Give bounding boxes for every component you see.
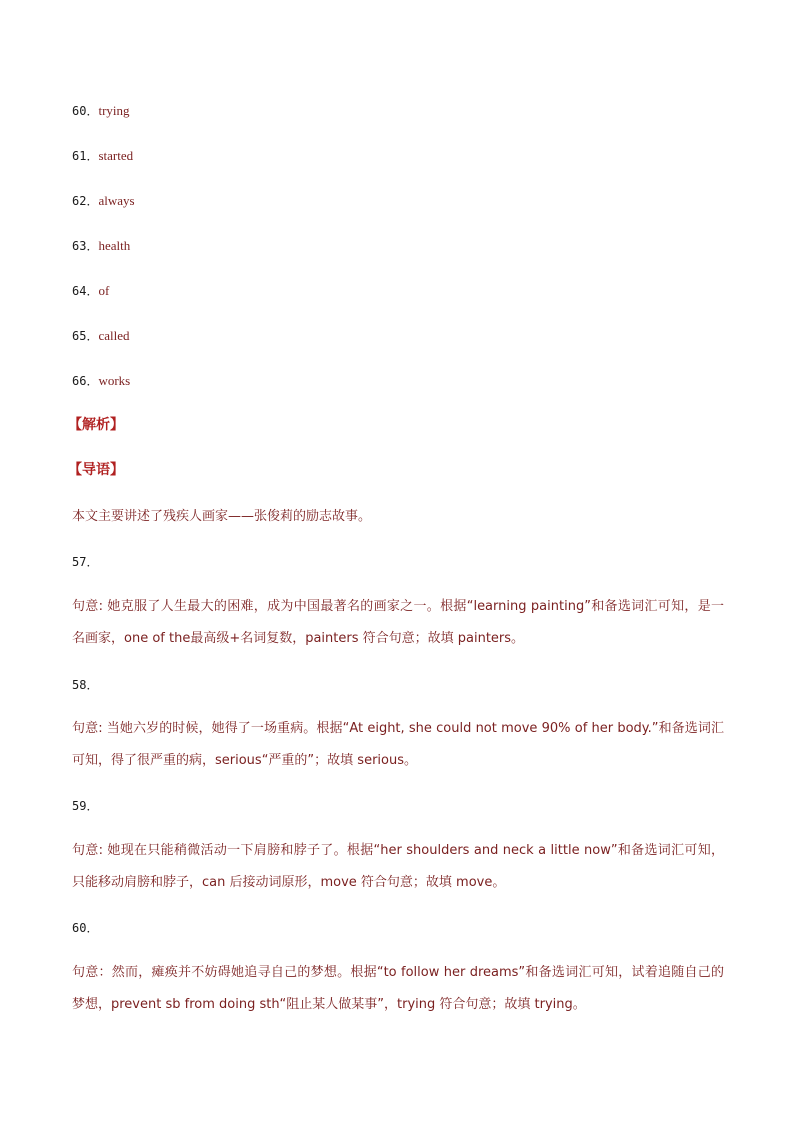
answer-66 (72, 373, 130, 389)
answer-64 (72, 283, 109, 299)
answer-61 (72, 148, 133, 164)
explanation-59: 句意: 她现在只能稍微活动一下肩膀和脖子了。根据“her shoulders and neck a little now”和备选词汇可知，只能移动肩膀和脖子，can 后接动词原形，move 符合句意；故填 move。 (72, 843, 724, 890)
intro-heading: 【导语】 (68, 462, 124, 478)
question-number-58: 58． (72, 678, 99, 692)
question-number-60: 60． (72, 921, 99, 935)
explanation-57: 句意: 她克服了人生最大的困难，成为中国最著名的画家之一。根据“learning painting”和备选词汇可知，是一名画家，one of the最高级+名词复数，painters 符合句意；故填 painters。 (72, 599, 724, 646)
answer-number: 61． (72, 149, 99, 163)
answer-number: 64． (72, 284, 99, 298)
answer-word: always (98, 193, 135, 208)
answer-word: started (98, 148, 134, 163)
answer-word: of (98, 283, 110, 298)
answer-number: 65． (72, 329, 99, 343)
answer-word: called (98, 328, 130, 343)
question-number-57: 57． (72, 555, 99, 569)
answer-word: works (98, 373, 131, 388)
analysis-heading: 【解析】 (68, 417, 124, 433)
question-number-59: 59． (72, 799, 99, 813)
explanation-60: 句意：然而，瘫痪并不妨碍她追寻自己的梦想。根据“to follow her dreams”和备选词汇可知，试着追随自己的梦想，prevent sb from doing sth“阻止某人做某事”，trying 符合句意；故填 trying。 (72, 965, 724, 1012)
answer-number: 66． (72, 374, 99, 388)
explanation-58: 句意: 当她六岁的时候，她得了一场重病。根据“At eight, she could not move 90% of her body.”和备选词汇可知，得了很严重的病，serious“严重的”；故填 serious。 (72, 721, 724, 768)
answer-number: 63． (72, 239, 99, 253)
answer-60 (72, 103, 130, 119)
answer-number: 62． (72, 194, 99, 208)
answer-65 (72, 328, 130, 344)
answer-number: 60． (72, 104, 99, 118)
intro-text: 本文主要讲述了残疾人画家——张俊莉的励志故事。 (72, 509, 372, 524)
answer-word: trying (98, 103, 130, 118)
answer-62 (72, 193, 135, 209)
answer-word: health (98, 238, 131, 253)
answer-63 (72, 238, 130, 254)
